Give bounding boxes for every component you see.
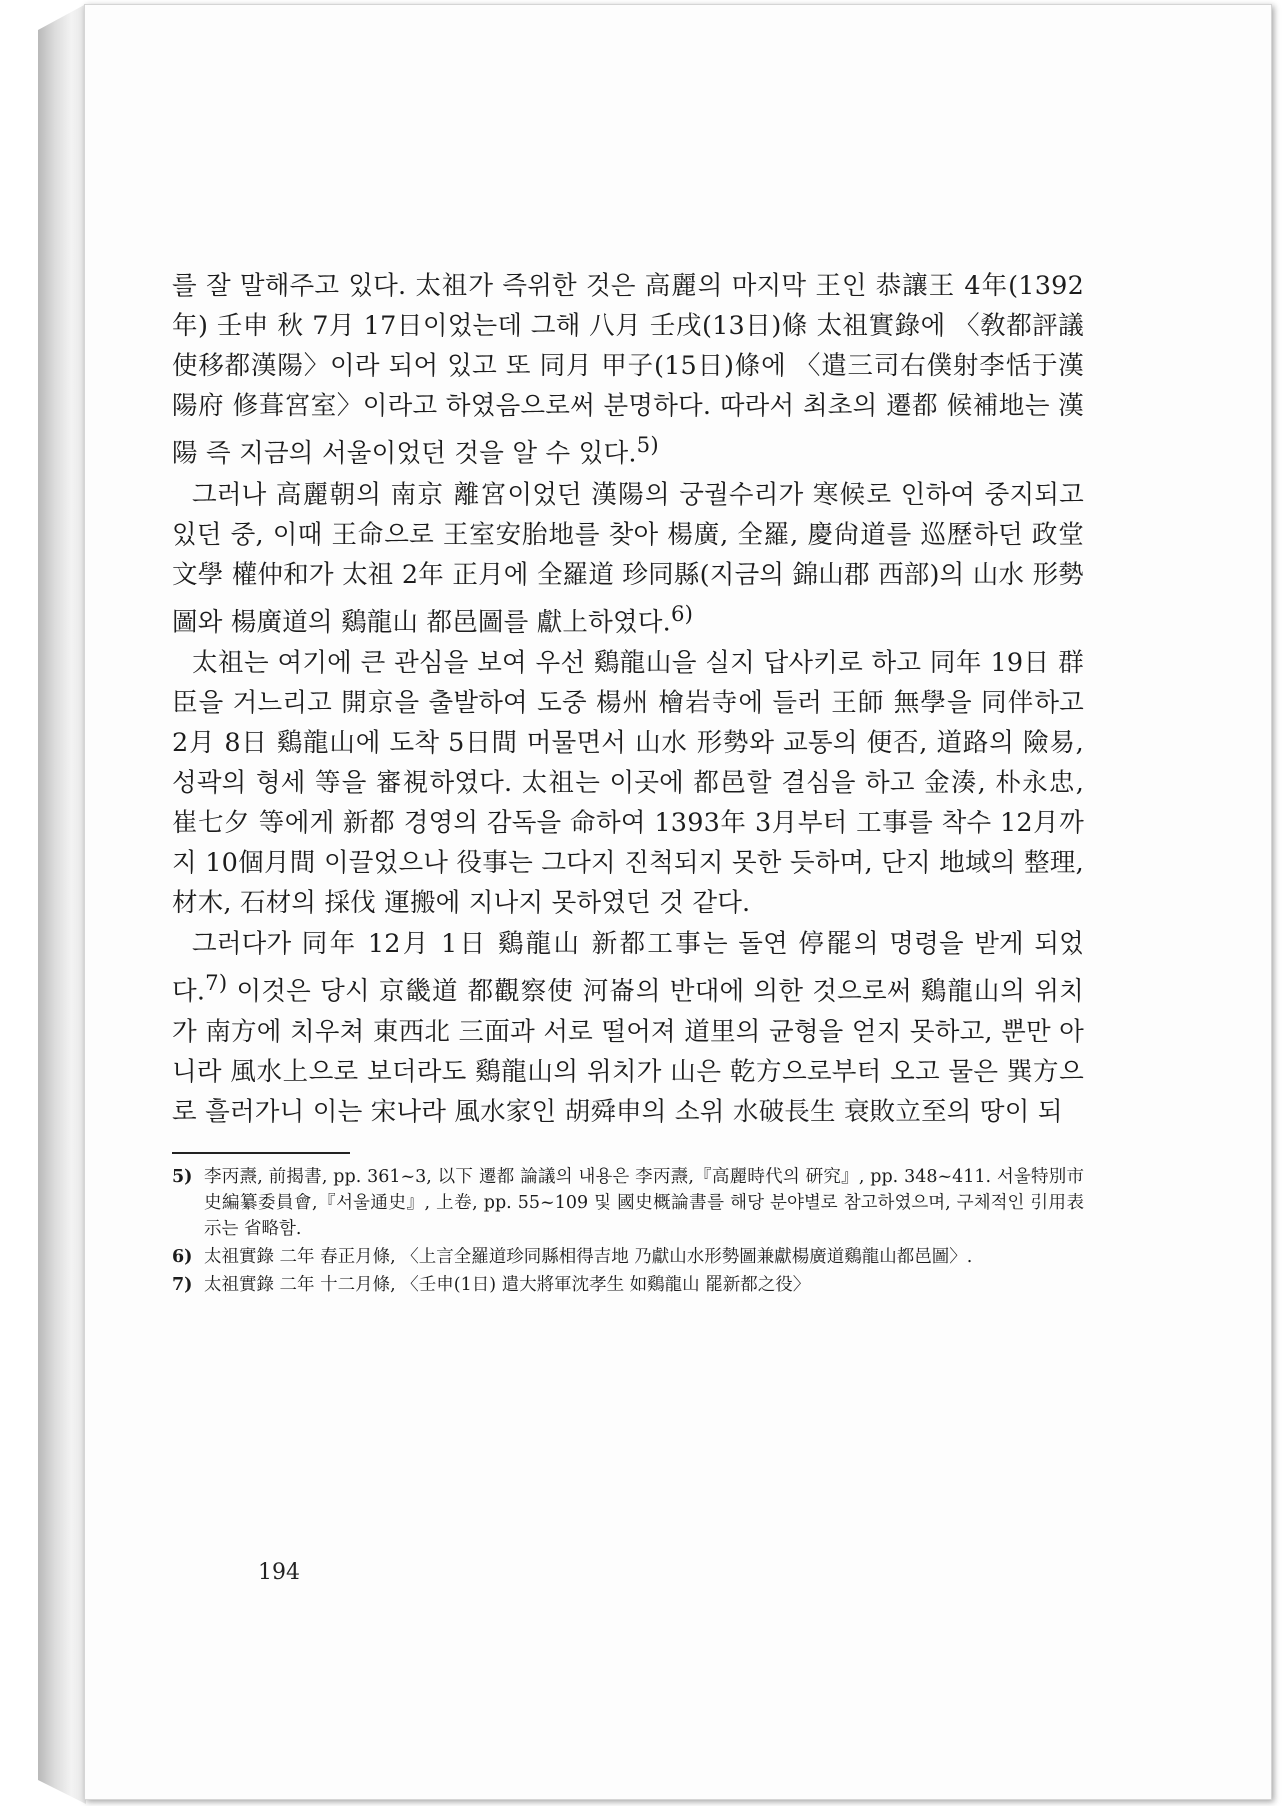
- body-text: [172, 266, 1084, 1132]
- footnote-number: 5): [172, 1166, 193, 1187]
- footnotes: [172, 1164, 1084, 1298]
- paragraph-2: 그러나 高麗朝의 南京 離宮이었던 漢陽의 궁궐수리가 寒候로 인하여 중지되고 있던 중, 이때 王命으로 王室安胎地를 찾아 楊廣, 全羅, 慶尙道를 巡歷하던 政堂文學 權仲和가 太祖 2年 正月에 全羅道 珍同縣(지금의 錦山郡 西部)의 山水 形勢圖와 楊廣道의 鷄龍山 都邑圖를 獻上하였다.$^{6)}$: [172, 479, 1084, 637]
- footnote-number: 7): [172, 1274, 193, 1295]
- book-spine: [38, 4, 86, 1804]
- footnote-6: [172, 1244, 1084, 1270]
- footnote-ref-5: 5): [636, 433, 659, 458]
- footnote-text: 太祖實錄 二年 十二月條, 〈壬申(1日) 遣大將軍沈孝生 如鷄龍山 罷新都之役〉: [204, 1274, 811, 1295]
- footnote-7: [172, 1272, 1084, 1298]
- paragraph-1: 를 잘 말해주고 있다. 太祖가 즉위한 것은 高麗의 마지막 王인 恭讓王 4年(1392年) 壬申 秋 7月 17日이었는데 그해 八月 壬戌(13日)條 太祖實錄에 〈敎都評議使移都漢陽〉이라 되어 있고 또 同月 甲子(15日)條에 〈遣三司右僕射李恬于漢陽府 修葺宮室〉이라고 하였음으로써 분명하다. 따라서 최초의 遷都 候補地는 漢陽 즉 지금의 서울이었던 것을 알 수 있다.$^{5)}$: [172, 271, 1084, 469]
- page-number: 194: [258, 1560, 300, 1585]
- footnote-5: [172, 1164, 1084, 1242]
- paragraph-4: 그러다가 同年 12月 1日 鷄龍山 新都工事는 돌연 停罷의 명령을 받게 되었다.$^{7)}$ 이것은 당시 京畿道 都觀察使 河崙의 반대에 의한 것으로써 鷄龍山의 위치가 南方에 치우쳐 東西北 三面과 서로 떨어져 道里의 균형을 얻지 못하고, 뿐만 아니라 風水上으로 보더라도 鷄龍山의 위치가 山은 乾方으로부터 오고 물은 巽方으로 흘러가니 이는 宋나라 風水家인 胡舜申의 소위 水破長生 衰敗立至의 땅이 되: [172, 929, 1084, 1127]
- footnote-divider: [172, 1152, 350, 1154]
- footnote-ref-6: 6): [670, 601, 694, 627]
- footnote-text: 太祖實錄 二年 春正月條, 〈上言全羅道珍同縣相得吉地 乃獻山水形勢圖兼獻楊廣道鷄龍山都邑圖〉.: [204, 1246, 973, 1267]
- footnote-text: 李丙燾, 前揭書, pp. 361~3, 以下 遷都 論議의 내용은 李丙燾,『高麗時代의 硏究』, pp. 348~411. 서울特別市史編纂委員會,『서울通史』, 上卷, pp. 55~109 및 國史概論書를 해당 분야별로 참고하였으며, 구체적인 引用表示는 省略함.: [204, 1166, 1084, 1239]
- paragraph-3: 太祖는 여기에 큰 관심을 보여 우선 鷄龍山을 실지 답사키로 하고 同年 19日 群臣을 거느리고 開京을 출발하여 도중 楊州 檜岩寺에 들러 王師 無學을 同伴하고 2月 8日 鷄龍山에 도착 5日間 머물면서 山水 形勢와 교통의 便否, 道路의 險易, 성곽의 형세 等을 審視하였다. 太祖는 이곳에 都邑할 결심을 하고 金湊, 朴永忠, 崔七夕 等에게 新都 경영의 감독을 命하여 1393年 3月부터 工事를 착수 12月까지 10個月間 이끌었으나 役事는 그다지 진척되지 못한 듯하며, 단지 地域의 整理, 材木, 石材의 採伐 運搬에 지나지 못하였던 것 같다.: [172, 648, 1084, 918]
- footnote-number: 6): [172, 1246, 193, 1267]
- footnote-ref-7: 7): [205, 971, 228, 996]
- page-text-block: [172, 266, 1084, 1298]
